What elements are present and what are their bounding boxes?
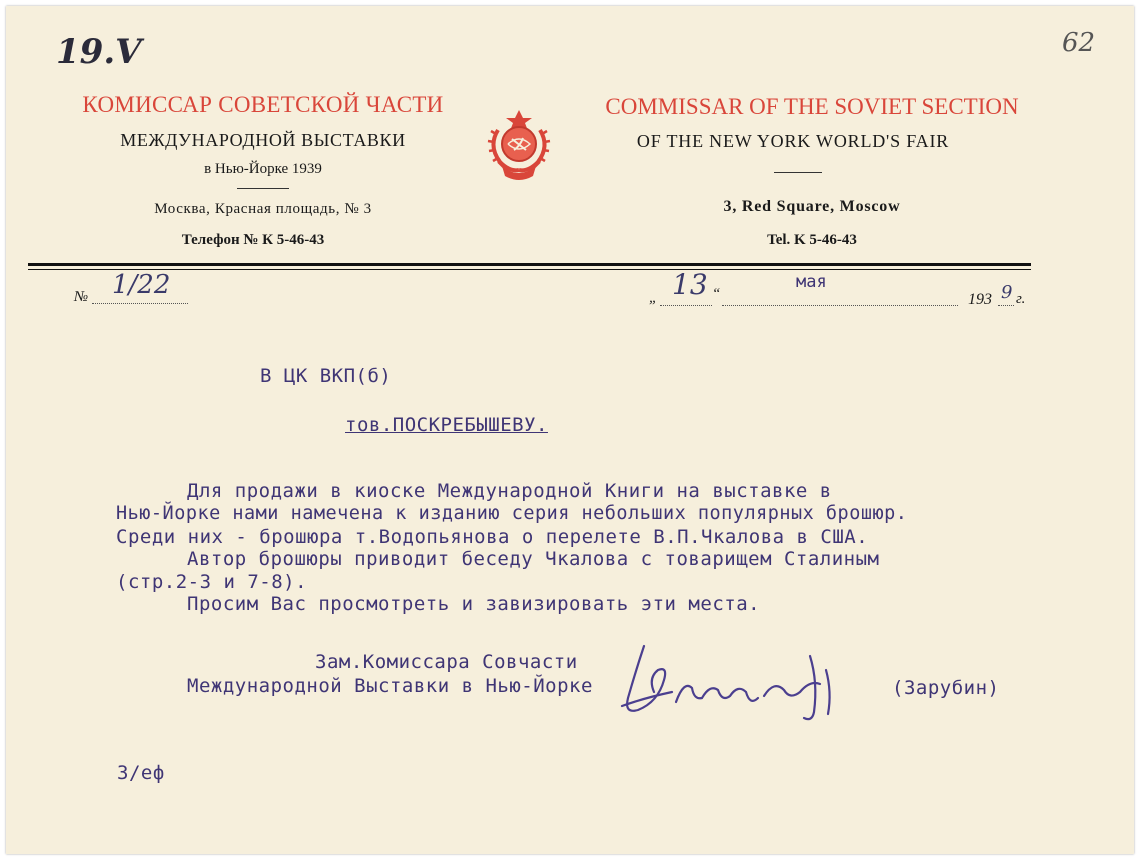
date-year-suffix: 9 <box>1001 282 1013 303</box>
handwritten-signature <box>614 640 844 730</box>
date-year-prefix: 193 <box>968 291 992 308</box>
letterhead-ru-line2: МЕЖДУНАРОДНОЙ ВЫСТАВКИ <box>120 130 406 150</box>
letterhead-en-address: 3, Red Square, Moscow <box>723 198 901 215</box>
signatory-title-line1: Зам.Комиссара Совчасти <box>315 651 578 673</box>
date-year-line <box>998 305 1014 306</box>
letterhead-ru-phone: Телефон № К 5-46-43 <box>181 232 325 248</box>
body-line-5: (стр.2-3 и 7-8). <box>116 571 308 593</box>
ref-number-line <box>92 303 188 304</box>
body-line-2: Нью-Йорке нами намечена к изданию серия небольших популярных брошюр. <box>116 503 908 524</box>
body-line-3: Среди них - брошюра т.Водопьянова о перелете В.П.Чкалова в США. <box>116 526 869 548</box>
date-year-unit: г. <box>1016 291 1026 307</box>
ref-number-label: № <box>74 289 89 305</box>
date-day-line <box>660 305 712 306</box>
body-line-4: Автор брошюры приводит беседу Чкалова с товарищем Сталиным <box>187 548 880 570</box>
addressee-line1: В ЦК ВКП(б) <box>260 365 392 387</box>
typist-initials: З/еф <box>117 762 165 784</box>
soviet-coat-of-arms-icon <box>476 100 562 186</box>
letterhead-rule-thin <box>28 269 1031 270</box>
letterhead-en-line2: OF THE NEW YORK WORLD'S FAIR <box>636 131 950 151</box>
signatory-title-line2: Международной Выставки в Нью-Йорке <box>187 675 593 697</box>
addressee-line2: тов.ПОСКРЕБЫШЕВУ. <box>345 414 548 436</box>
date-month: мая <box>796 272 827 292</box>
letterhead-rule-thick <box>28 263 1031 266</box>
body-line-1: Для продажи в киоске Международной Книги на выставке в <box>187 480 832 502</box>
letterhead-ru-address: Москва, Красная площадь, № 3 <box>154 201 372 217</box>
page-number: 62 <box>1062 28 1096 58</box>
letterhead-ru-divider <box>237 188 289 189</box>
body-line-6: Просим Вас просмотреть и завизировать эти места. <box>187 593 761 615</box>
date-close-quote: “ <box>712 286 721 302</box>
letterhead-en-line1: COMMISSAR OF THE SOVIET SECTION <box>605 94 1019 119</box>
date-open-quote: „ <box>649 290 658 306</box>
date-month-line <box>722 305 958 306</box>
letterhead-en-divider <box>774 172 822 173</box>
letterhead-en-phone: Tel. K 5-46-43 <box>767 232 857 248</box>
signatory-name: (Зарубин) <box>892 677 1000 699</box>
letterhead-ru-line1: КОМИССАР СОВЕТСКОЙ ЧАСТИ <box>82 92 444 117</box>
letterhead-ru-line3: в Нью-Йорке 1939 <box>204 161 322 177</box>
date-day: 13 <box>672 268 708 301</box>
folio-mark: 19.V <box>56 32 142 72</box>
ref-number-value: 1/22 <box>112 270 171 300</box>
